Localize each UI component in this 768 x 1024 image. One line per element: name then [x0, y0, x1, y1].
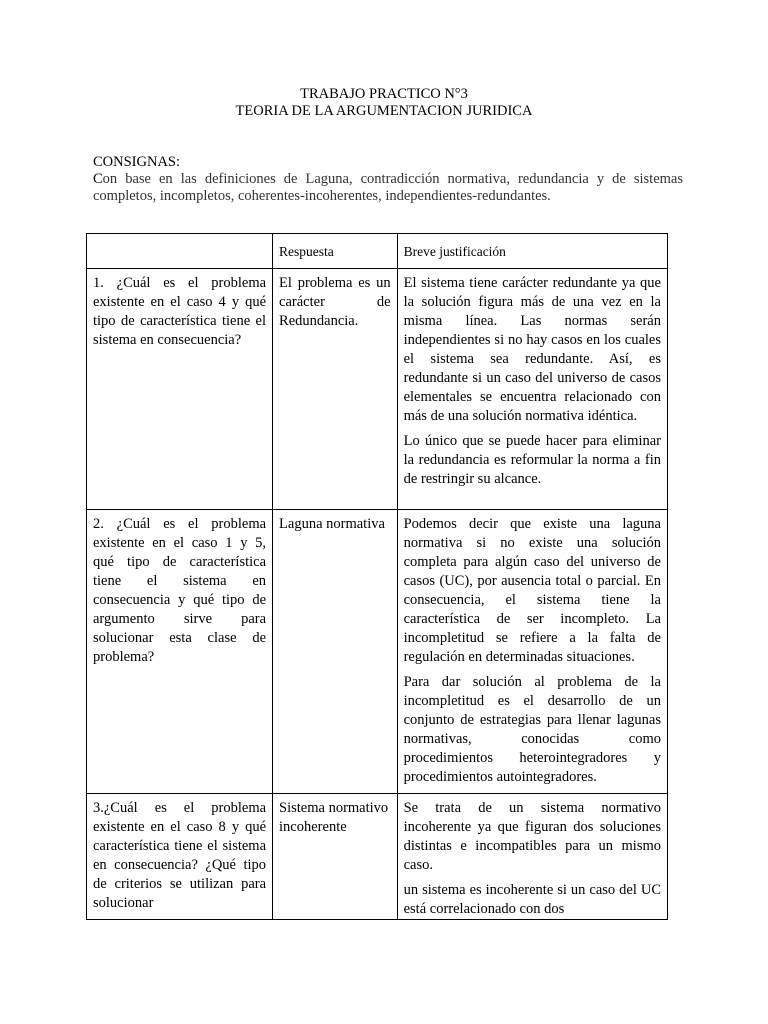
answer-text: Laguna normativa: [279, 516, 385, 532]
table-row: [87, 269, 668, 510]
question-cell: [87, 269, 273, 510]
justification-paragraph: Lo único que se puede hacer para eliminar la redundancia es reformular la norma a fin de restringir su alcance.: [403, 433, 661, 487]
question-cell: [87, 510, 273, 794]
justification-cell: [397, 794, 667, 920]
instructions-section: [93, 154, 683, 205]
justification-cell: [397, 510, 667, 794]
header-cell-justification: Breve justificación: [397, 234, 667, 269]
document-title: [0, 86, 768, 120]
table-header-row: [87, 234, 668, 269]
answer-text: El problema es un carácter de Redundancia.: [279, 275, 391, 329]
title-line-2: TEORIA DE LA ARGUMENTACION JURIDICA: [235, 103, 533, 119]
question-cell: [87, 794, 273, 920]
header-cell-answer: Respuesta: [273, 234, 398, 269]
justification-cell: [397, 269, 667, 510]
question-text: 1. ¿Cuál es el problema existente en el caso 4 y qué tipo de característica tiene el sistema en consecuencia?: [93, 275, 267, 348]
instructions-label: CONSIGNAS:: [93, 154, 181, 170]
justification-paragraph: El sistema tiene carácter redundante ya que la solución figura más de una vez en la misma línea. Las normas serán independientes si no hay casos en los cuales el sistema sea redundante. Así, es redundante si un caso del universo de casos elementales se encuentra relacionado con más de una solución normativa idéntica.: [403, 275, 661, 424]
title-line-1: TRABAJO PRACTICO N°3: [300, 86, 468, 102]
justification-paragraph: Se trata de un sistema normativo incoherente ya que figuran dos soluciones distintas e incompatibles para un mismo caso.: [403, 800, 661, 873]
answer-cell: [273, 510, 398, 794]
instructions-text: [93, 171, 683, 205]
questions-table: [86, 233, 668, 920]
justification-paragraph: Podemos decir que existe una laguna normativa si no existe una solución completa para algún caso del universo de casos (UC), por ausencia total o parcial. En consecuencia, el sistema tiene la característica de ser incompleto. La incompletitud se refiere a la falta de regulación en determinadas situaciones.: [403, 516, 661, 665]
header-cell-question: [87, 234, 273, 269]
answer-cell: [273, 269, 398, 510]
answer-text: Sistema normativo incoherente: [279, 800, 389, 835]
table-row: [87, 510, 668, 794]
answer-cell: [273, 794, 398, 920]
instructions-first-letter: C: [93, 171, 103, 187]
table-row: [87, 794, 668, 920]
question-text: 2. ¿Cuál es el problema existente en el caso 1 y 5, qué tipo de característica tiene el sistema en consecuencia y qué tipo de argumento sirve para solucionar esta clase de problema?: [93, 516, 267, 665]
justification-paragraph: Para dar solución al problema de la incompletitud es el desarrollo de un conjunto de estrategias para llenar lagunas normativas, conocidas como procedimientos heterointegradores y procedimientos autointegradores.: [403, 674, 661, 785]
justification-paragraph: un sistema es incoherente si un caso del UC está correlacionado con dos: [403, 882, 661, 917]
question-text: 3.¿Cuál es el problema existente en el caso 8 y qué característica tiene el sistema en consecuencia? ¿Qué tipo de criterios se utilizan para solucionar: [93, 800, 267, 911]
instructions-body: on base en las definiciones de Laguna, contradicción normativa, redundancia y de sistemas completos, incompletos, coherentes-incoherentes, independientes-redundantes.: [93, 171, 683, 204]
